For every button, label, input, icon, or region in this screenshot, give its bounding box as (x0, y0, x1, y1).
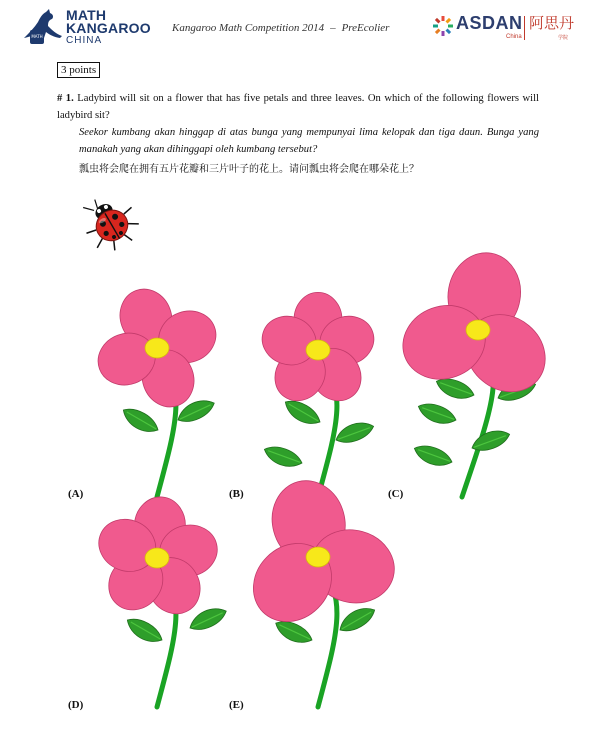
petal (151, 303, 223, 371)
petal (237, 527, 347, 637)
flower-center (466, 320, 490, 340)
petal (134, 342, 202, 414)
leaf-vein (500, 386, 532, 398)
leaf-vein (180, 405, 211, 419)
leaf-vein (289, 404, 318, 421)
option-label-e: (E) (229, 699, 244, 711)
flower-center (145, 338, 169, 358)
petal (263, 472, 354, 571)
leaf-vein (440, 383, 472, 395)
option-label-d: (D) (68, 699, 84, 711)
stem (318, 563, 337, 707)
question-text-chinese: 瓢虫将会爬在拥有五片花瓣和三片叶子的花上。请问瓢虫将会爬在哪朵花上？ (79, 164, 419, 175)
leaf-shape (411, 441, 454, 470)
flower-center (145, 548, 169, 568)
petal (98, 544, 174, 621)
leaf-shape (119, 404, 162, 438)
flower-e (237, 472, 402, 707)
flower-center (306, 547, 330, 567)
leaf (411, 441, 454, 470)
leaf (272, 616, 315, 648)
leaf-shape (495, 376, 538, 405)
question-number: # 1. (57, 93, 74, 104)
petal (132, 495, 188, 557)
logo-badge-text: MATH (31, 34, 43, 39)
petal (265, 338, 336, 410)
leaf (261, 442, 304, 471)
leaf-shape (281, 396, 324, 430)
leaf-vein (127, 412, 156, 429)
stem (157, 354, 176, 497)
asdan-divider (524, 16, 525, 40)
kangaroo-icon (20, 8, 64, 46)
petal (155, 519, 223, 582)
petal (450, 299, 560, 408)
stem (462, 336, 494, 497)
flower-d (91, 495, 230, 707)
leaf (333, 418, 376, 447)
leaf-vein (338, 428, 370, 440)
asdan-chinese-name: 阿思丹 (529, 14, 575, 32)
leaf-shape (433, 374, 476, 403)
petal (256, 309, 323, 371)
logo-line-kangaroo: KANGAROO (66, 20, 151, 36)
asdan-country: China (506, 34, 522, 40)
leaf-vein (192, 613, 223, 627)
leaf-shape (261, 442, 304, 471)
asdan-burst-icon (432, 14, 454, 38)
asdan-chinese-subtitle: 学院 (558, 35, 569, 41)
leaf (174, 395, 217, 427)
leaf-vein (422, 408, 454, 420)
leaf-vein (279, 625, 310, 639)
question-text-english (57, 90, 539, 124)
petal (112, 282, 180, 354)
leaf (495, 376, 538, 405)
leaf-vein (342, 612, 371, 629)
flower-a (91, 282, 223, 497)
points-badge: 3 points (57, 62, 100, 78)
logo-line-math: MATH (66, 7, 107, 23)
stem (157, 564, 176, 707)
leaf-shape (174, 395, 217, 427)
leaf (433, 374, 476, 403)
logo-line-china: CHINA (66, 35, 103, 46)
petal (137, 548, 210, 624)
leaf-shape (272, 616, 315, 648)
asdan-logo (432, 14, 582, 48)
leaf-vein (418, 450, 450, 462)
competition-level: PreEcolier (341, 22, 390, 34)
petal (314, 309, 381, 371)
petal (91, 325, 163, 393)
stem (318, 356, 337, 497)
leaf-vein (131, 622, 160, 639)
petal (392, 294, 495, 390)
leaf-shape (469, 426, 512, 455)
leaf-shape (186, 603, 229, 635)
math-kangaroo-logo (20, 8, 150, 48)
logo-wordmark (66, 9, 151, 46)
leaf (334, 557, 377, 589)
leaf-shape (415, 399, 458, 428)
flower-b (256, 292, 380, 497)
option-label-b: (B) (229, 488, 244, 500)
leaf-shape (123, 614, 166, 648)
leaf (281, 396, 324, 430)
petal (91, 511, 164, 581)
petal (300, 338, 371, 410)
option-label-c: (C) (388, 488, 404, 500)
question-text-malay (57, 124, 539, 158)
leaf-vein (340, 567, 371, 581)
question-malay: Seekor kumbang akan hinggap di atas bunga yang mempunyai lima kelopak dan tiga daun. Bunga yang manakah yang akan dihinggapi oleh kumbang tersebut? (79, 127, 539, 155)
ladybug-icon (80, 192, 140, 252)
leaf (123, 614, 166, 648)
leaf-shape (333, 418, 376, 447)
leaf-shape (336, 602, 379, 636)
leaf-shape (334, 557, 377, 589)
leaf (415, 399, 458, 428)
flower-center (306, 340, 330, 360)
title-separator: – (330, 22, 336, 34)
petal (441, 247, 527, 342)
leaf (469, 426, 512, 455)
option-label-a: (A) (68, 488, 84, 500)
page-header-title (172, 22, 389, 34)
leaf (336, 602, 379, 636)
competition-title: Kangaroo Math Competition 2014 (172, 22, 325, 34)
leaf (119, 404, 162, 438)
petal (303, 521, 402, 612)
flower-c (392, 247, 560, 497)
leaf-vein (474, 436, 506, 448)
leaf (186, 603, 229, 635)
question-english: Ladybird will sit on a flower that has five petals and three leaves. On which of the following flowers will ladybird sit? (57, 93, 539, 121)
petal (294, 292, 342, 346)
asdan-wordmark: ASDAN (456, 13, 523, 33)
leaf-vein (268, 451, 300, 463)
